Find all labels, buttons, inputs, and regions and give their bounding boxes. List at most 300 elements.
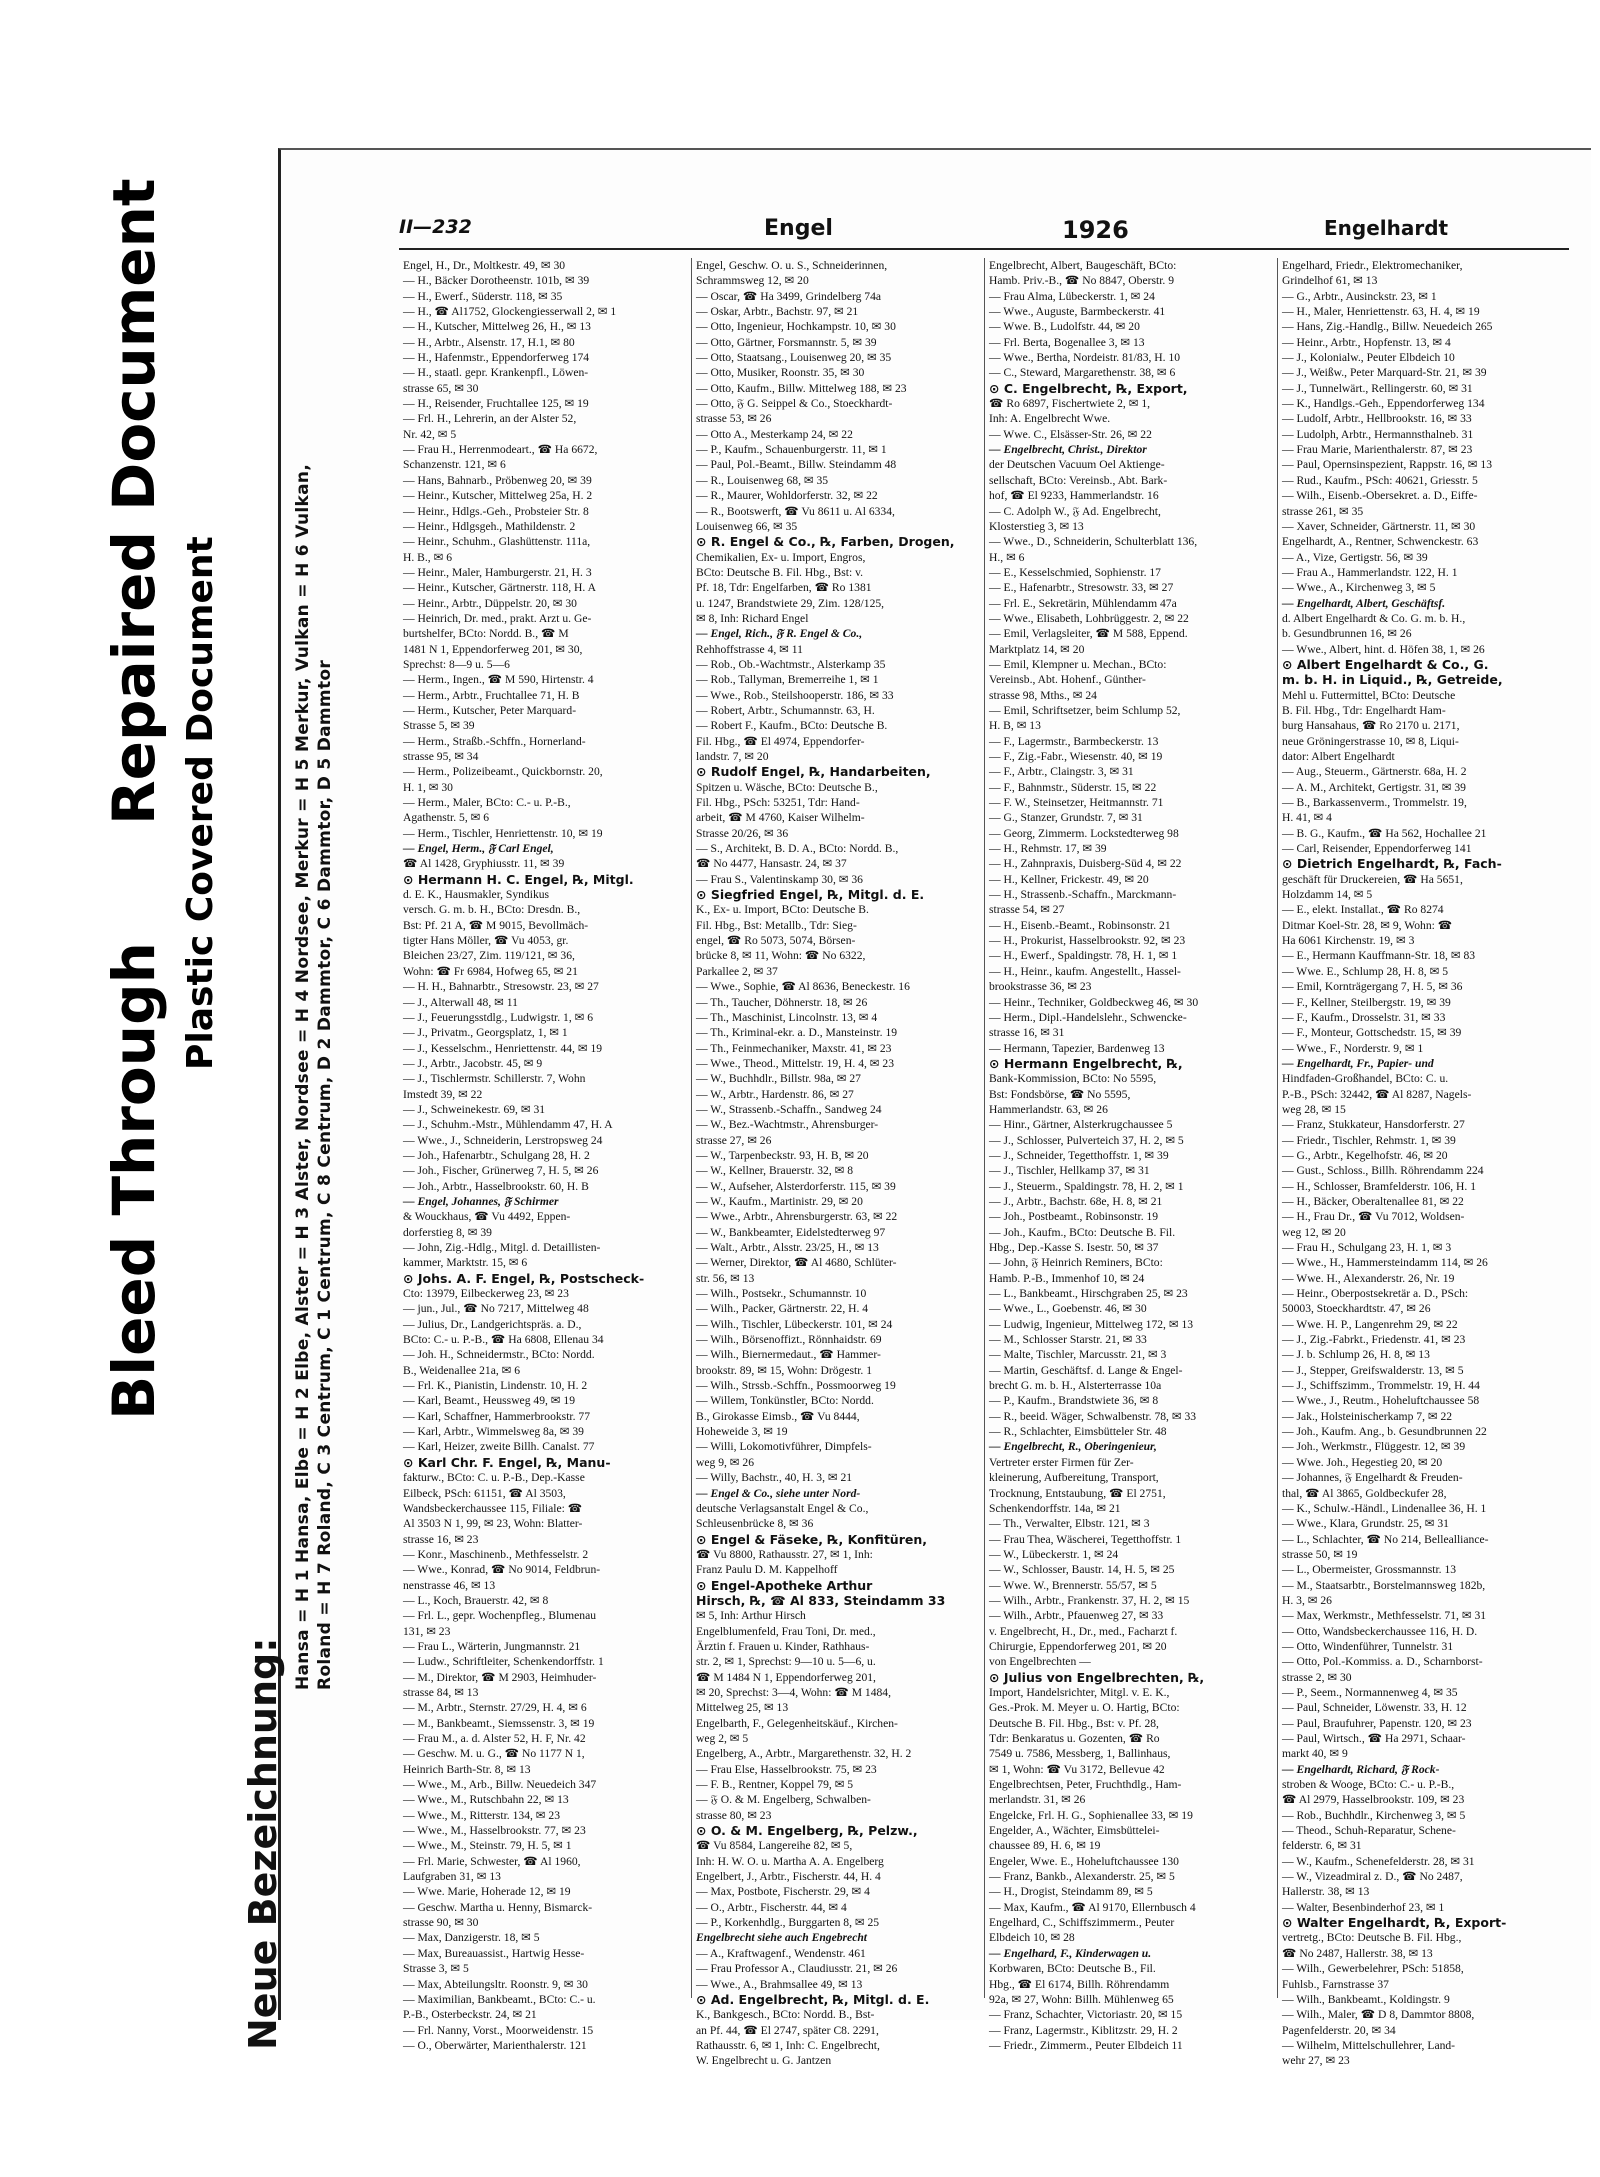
directory-entry: weg 12, ✉ 20 bbox=[1282, 1225, 1346, 1239]
bleed-through-label: Bleed Through bbox=[100, 942, 168, 1420]
directory-entry: — Wwe. Joh., Hegestieg 20, ✉ 20 bbox=[1282, 1455, 1443, 1469]
directory-entry: — Ludolph, Arbtr., Hermannsthalneb. 31 bbox=[1282, 427, 1474, 441]
directory-entry: — H., ☎ Al1752, Glockengiesserwall 2, ✉ 1 bbox=[403, 305, 617, 319]
directory-entry: — H., Strassenb.-Schaffn., Marckmann- bbox=[989, 888, 1177, 902]
directory-entry: — W., Buchhdlr., Billstr. 98a, ✉ 27 bbox=[696, 1072, 861, 1086]
directory-entry: ⊙ Ad. Engelbrecht, ℞, Mitgl. d. E. bbox=[696, 1991, 930, 2007]
directory-entry: — J., Arbtr., Jacobstr. 45, ✉ 9 bbox=[403, 1056, 543, 1070]
directory-entry: — Max, Bureauassist., Hartwig Hesse- bbox=[403, 1946, 585, 1960]
directory-entry: Schanzenstr. 121, ✉ 6 bbox=[403, 458, 506, 472]
directory-entry: — H., Kellner, Frickestr. 49, ✉ 20 bbox=[989, 872, 1149, 886]
directory-entry: K., Bankgesch., BCto: Nordd. B., Bst- bbox=[696, 2008, 875, 2022]
directory-entry: — H., Kutscher, Mittelweg 26, H., ✉ 13 bbox=[403, 320, 591, 334]
directory-entry: ⊙ Rudolf Engel, ℞, Handarbeiten, bbox=[696, 764, 931, 780]
directory-entry: — Hinr., Gärtner, Alsterkrugchaussee 5 bbox=[989, 1118, 1173, 1132]
directory-entry: — B., Barkassenverm., Trommelstr. 19, bbox=[1282, 796, 1467, 810]
directory-entry: — Werner, Direktor, ☎ Al 4680, Schlüter- bbox=[696, 1256, 897, 1270]
directory-entry: — H., Zahnpraxis, Duisberg-Süd 4, ✉ 22 bbox=[989, 857, 1182, 871]
directory-entry: Engel, Geschw. O. u. S., Schneiderinnen, bbox=[696, 259, 888, 272]
directory-entry: — Wwe., Auguste, Barmbeckerstr. 41 bbox=[989, 305, 1166, 319]
directory-entry: ✉ 1, Wohn: ☎ Vu 3172, Bellevue 42 bbox=[989, 1762, 1165, 1776]
directory-entry: — R., Maurer, Wohldorferstr. 32, ✉ 22 bbox=[696, 489, 878, 503]
directory-entry: strasse 261, ✉ 35 bbox=[1282, 504, 1364, 518]
directory-entry: — W., Tarpenbeckstr. 93, H. B, ✉ 20 bbox=[696, 1148, 869, 1162]
directory-entry: — Wilh., Eisenb.-Obersekret. a. D., Eiffe- bbox=[1282, 489, 1478, 503]
directory-entry: — Friedr., Tischler, Rehmstr. 1, ✉ 39 bbox=[1282, 1133, 1456, 1147]
directory-entry: u. 1247, Brandstwiete 29, Zim. 128/125, bbox=[696, 596, 885, 610]
directory-entry: — Max, Werkmstr., Methfesselstr. 71, ✉ 31 bbox=[1282, 1609, 1487, 1623]
directory-entry: — Franz, Lagermstr., Kiblitzstr. 29, H. 2 bbox=[989, 2023, 1178, 2037]
directory-entry: Engelbrecht siehe auch Engebrecht bbox=[696, 1931, 868, 1945]
directory-entry: — B. G., Kaufm., ☎ Ha 562, Hochallee 21 bbox=[1282, 826, 1487, 840]
directory-entry: — J., Schweinekestr. 69, ✉ 31 bbox=[403, 1102, 546, 1116]
directory-entry: Vereinsb., Abt. Hohenf., Günther- bbox=[989, 673, 1146, 687]
directory-entry: — J., Zig.-Fabrkt., Friedenstr. 41, ✉ 23 bbox=[1282, 1333, 1466, 1347]
directory-entry: Sprechst: 8—9 u. 5—6 bbox=[403, 657, 510, 671]
directory-entry: — Otto, Kaufm., Billw. Mittelweg 188, ✉ 23 bbox=[696, 381, 907, 395]
directory-entry: — H., Hafenmstr., Eppendorferweg 174 bbox=[403, 351, 590, 365]
directory-entry: ⊙ Johs. A. F. Engel, ℞, Postscheck- bbox=[403, 1270, 645, 1286]
directory-entry: ⊙ Walter Engelhardt, ℞, Export- bbox=[1282, 1915, 1507, 1931]
directory-entry: H. 1, ✉ 30 bbox=[403, 780, 453, 794]
directory-entry: Engelbert, J., Arbtr., Fischerstr. 44, H. 4 bbox=[696, 1870, 881, 1884]
directory-entry: Engelbrecht, Albert, Baugeschäft, BCto: bbox=[989, 259, 1177, 272]
directory-entry: — Th., Taucher, Döhnerstr. 18, ✉ 26 bbox=[696, 995, 868, 1009]
directory-entry: Fuhlsb., Farnstrasse 37 bbox=[1282, 1977, 1389, 1991]
directory-entry: — Engel, Rich., 𝔉 R. Engel & Co., bbox=[696, 627, 863, 641]
directory-entry: — H., Heinr., kaufm. Angestellt., Hassel- bbox=[989, 964, 1181, 978]
directory-entry: — R., Louisenweg 68, ✉ 35 bbox=[696, 473, 829, 487]
directory-entry: — Otto, Wandsbeckerchaussee 116, H. D. bbox=[1282, 1624, 1478, 1638]
header-year: 1926 bbox=[1062, 216, 1129, 244]
directory-entry: ✉ 20, Sprechst: 3—4, Wohn: ☎ M 1484, bbox=[696, 1685, 891, 1699]
directory-entry: strasse 50, ✉ 19 bbox=[1282, 1547, 1358, 1561]
directory-entry: — J., Schuhm.-Mstr., Mühlendamm 47, H. A bbox=[403, 1118, 613, 1132]
directory-entry: v. Engelbrecht, H., Dr., med., Facharzt f. bbox=[989, 1624, 1178, 1638]
directory-entry: Schrammsweg 12, ✉ 20 bbox=[696, 274, 809, 288]
directory-entry: — Engel, Johannes, 𝔉 Schirmer bbox=[403, 1194, 559, 1208]
directory-entry: ⊙ R. Engel & Co., ℞, Farben, Drogen, bbox=[696, 534, 955, 550]
directory-entry: — Ludwig, Ingenieur, Mittelweg 172, ✉ 13 bbox=[989, 1317, 1194, 1331]
directory-entry: — Heinr., Maler, Hamburgerstr. 21, H. 3 bbox=[403, 565, 592, 579]
directory-entry: markt 40, ✉ 9 bbox=[1282, 1747, 1348, 1761]
directory-entry: weg 9, ✉ 26 bbox=[696, 1455, 755, 1469]
directory-entry: — Wwe., Klara, Grundstr. 25, ✉ 31 bbox=[1282, 1517, 1449, 1531]
directory-entry: B. Fil. Hbg., Tdr: Engelhardt Ham- bbox=[1282, 703, 1446, 717]
directory-entry: — P., Kaufm., Schauenburgerstr. 11, ✉ 1 bbox=[696, 443, 887, 457]
directory-entry: — Geschw. Martha u. Henny, Bismarck- bbox=[403, 1900, 593, 1914]
directory-entry: — Wilh., Arbtr., Frankenstr. 37, H. 2, ✉ 15 bbox=[989, 1593, 1190, 1607]
directory-entry: — Max, Postbote, Fischerstr. 29, ✉ 4 bbox=[696, 1885, 870, 1899]
directory-entry: ☎ Vu 8800, Rathausstr. 27, ✉ 1, Inh: bbox=[696, 1547, 873, 1561]
directory-entry: Bank-Kommission, BCto: No 5595, bbox=[989, 1072, 1157, 1086]
directory-entry: — 𝔉 O. & M. Engelberg, Schwalben- bbox=[696, 1793, 871, 1807]
directory-entry: — Maximilian, Bankbeamt., BCto: C.- u. bbox=[403, 1992, 596, 2006]
directory-entry: 92a, ✉ 27, Wohn: Billh. Mühlenweg 65 bbox=[989, 1992, 1174, 2006]
directory-entry: — W., Strassenb.-Schaffn., Sandweg 24 bbox=[696, 1102, 882, 1116]
directory-entry: — E., Kesselschmied, Sophienstr. 17 bbox=[989, 565, 1161, 579]
directory-entry: — Engelbrecht, R., Oberingenieur, bbox=[989, 1440, 1157, 1454]
directory-entry: — C., Steward, Margarethenstr. 38, ✉ 6 bbox=[989, 366, 1176, 380]
directory-entry: m. b. H. in Liquid., ℞, Getreide, bbox=[1282, 672, 1503, 688]
directory-entry: — Ludw., Schriftleiter, Schenkendorffstr. 1 bbox=[403, 1655, 604, 1669]
directory-entry: merlandstr. 31, ✉ 26 bbox=[989, 1793, 1086, 1807]
directory-entry: — Wwe. W., Brennerstr. 55/57, ✉ 5 bbox=[989, 1578, 1157, 1592]
directory-entry: — W., Kaufm., Martinistr. 29, ✉ 20 bbox=[696, 1194, 863, 1208]
directory-entry: — J., Weißw., Peter Marquard-Str. 21, ✉ 39 bbox=[1282, 366, 1487, 380]
directory-entry: — J., Tunnelwärt., Rellingerstr. 60, ✉ 31 bbox=[1282, 381, 1473, 395]
directory-entry: — Johannes, 𝔉 Engelhardt & Freuden- bbox=[1282, 1471, 1463, 1485]
directory-entry: — H., Frau Dr., ☎ Vu 7012, Woldsen- bbox=[1282, 1210, 1465, 1224]
directory-entry: chaussee 89, H. 6, ✉ 19 bbox=[989, 1839, 1101, 1853]
directory-entry: — Franz, Schachter, Victoriastr. 20, ✉ 15 bbox=[989, 2008, 1183, 2022]
directory-entry: — Heinr., Hdlgs.-Geh., Probsteier Str. 8 bbox=[403, 504, 589, 518]
directory-entry: — Walter, Besenbinderhof 23, ✉ 1 bbox=[1282, 1900, 1445, 1914]
directory-entry: — Frau S., Valentinskamp 30, ✉ 36 bbox=[696, 872, 863, 886]
directory-entry: — Frl. L., gepr. Wochenpfleg., Blumenau bbox=[403, 1609, 597, 1623]
directory-entry: Ges.-Prok. M. Meyer u. O. Hartig, BCto: bbox=[989, 1701, 1180, 1715]
directory-entry: hof, ☎ El 9233, Hammerlandstr. 16 bbox=[989, 489, 1159, 503]
neue-bezeichnung-label: Neue Bezeichnung: bbox=[241, 1637, 285, 2050]
directory-entry: — Max, Kaufm., ☎ Al 9170, Ellernbusch 4 bbox=[989, 1900, 1196, 1914]
directory-entry: — Emil, Kornträgergang 7, H. 5, ✉ 36 bbox=[1282, 980, 1463, 994]
directory-entry: str. 2, ✉ 1, Sprechst: 9—10 u. 5—6, u. bbox=[696, 1655, 876, 1669]
directory-entry: — Wilh., Tischler, Lübeckerstr. 101, ✉ 24 bbox=[696, 1317, 893, 1331]
directory-entry: — Emil, Klempner u. Mechan., BCto: bbox=[989, 657, 1167, 671]
directory-entry: strasse 16, ✉ 31 bbox=[989, 1026, 1065, 1040]
directory-entry: — H., Bäcker Dorotheenstr. 101b, ✉ 39 bbox=[403, 274, 590, 288]
directory-entry: — Max, Danzigerstr. 18, ✉ 5 bbox=[403, 1931, 540, 1945]
directory-entry: — R., Bootswerft, ☎ Vu 8611 u. Al 6334, bbox=[696, 504, 895, 518]
directory-entry: — Hans, Bahnarb., Pröbenweg 20, ✉ 39 bbox=[403, 473, 592, 487]
directory-entry: strasse 53, ✉ 26 bbox=[696, 412, 772, 426]
directory-entry: — J., Kolonialw., Peuter Elbdeich 10 bbox=[1282, 351, 1455, 365]
directory-entry: Vertreter erster Firmen für Zer- bbox=[989, 1455, 1134, 1469]
directory-entry: Klosterstieg 3, ✉ 13 bbox=[989, 519, 1084, 533]
directory-entry: — Karl, Beamt., Heussweg 49, ✉ 19 bbox=[403, 1394, 575, 1408]
directory-entry: — Xaver, Schneider, Gärtnerstr. 11, ✉ 30 bbox=[1282, 519, 1476, 533]
directory-entry: — Max, Abteilungsltr. Roonstr. 9, ✉ 30 bbox=[403, 1977, 588, 1991]
directory-entry: Engeler, Wwe. E., Hoheluftchaussee 130 bbox=[989, 1854, 1179, 1868]
directory-entry: b. Gesundbrunnen 16, ✉ 26 bbox=[1282, 627, 1412, 641]
directory-entry: — Otto A., Mesterkamp 24, ✉ 22 bbox=[696, 427, 853, 441]
directory-entry: — Wilh., Bankbeamt., Koldingstr. 9 bbox=[1282, 1992, 1450, 2006]
directory-entry: — Wwe., Konrad, ☎ No 9014, Feldbrun- bbox=[403, 1563, 601, 1577]
directory-entry: — Wwe., Albert, hint. d. Höfen 38, 1, ✉ 26 bbox=[1282, 642, 1485, 656]
directory-entry: — J., Arbtr., Bachstr. 68e, H. 8, ✉ 21 bbox=[989, 1194, 1163, 1208]
directory-entry: Elbdeich 10, ✉ 28 bbox=[989, 1931, 1075, 1945]
directory-entry: — L., Obermeister, Grossmannstr. 13 bbox=[1282, 1563, 1457, 1577]
directory-entry: — Joh., Fischer, Grünerweg 7, H. 5, ✉ 26 bbox=[403, 1164, 599, 1178]
directory-entry: — Frl. Berta, Bogenallee 3, ✉ 13 bbox=[989, 335, 1145, 349]
directory-entry: — Wwe. H., Alexanderstr. 26, Nr. 19 bbox=[1282, 1271, 1455, 1285]
directory-entry: K., Ex- u. Import, BCto: Deutsche B. bbox=[696, 903, 869, 917]
directory-entry: — Wwe., Theod., Mittelstr. 19, H. 4, ✉ 23 bbox=[696, 1056, 894, 1070]
directory-entry: — F., Bahnmstr., Süderstr. 15, ✉ 22 bbox=[989, 780, 1157, 794]
directory-entry: dator: Albert Engelhardt bbox=[1282, 750, 1395, 763]
directory-entry: 131, ✉ 23 bbox=[403, 1624, 451, 1638]
directory-entry: — H., Ewerf., Spaldingstr. 78, H. 1, ✉ 1 bbox=[989, 949, 1178, 963]
directory-entry: deutsche Verlagsanstalt Engel & Co., bbox=[696, 1501, 869, 1515]
directory-entry: — Frau M., a. d. Alster 52, H. F, Nr. 42 bbox=[403, 1732, 586, 1745]
directory-entry: — Otto, Gärtner, Forsmannstr. 5, ✉ 39 bbox=[696, 335, 877, 349]
directory-entry: sellschaft, BCto: Vereinsb., Abt. Bark- bbox=[989, 473, 1168, 487]
directory-entry: Louisenweg 66, ✉ 35 bbox=[696, 519, 798, 533]
directory-entry: arbeit, ☎ M 4760, Kaiser Wilhelm- bbox=[696, 811, 865, 825]
directory-entry: — John, 𝔉 Heinrich Reminers, BCto: bbox=[989, 1256, 1163, 1270]
directory-entry: d. Albert Engelhardt & Co. G. m. b. H., bbox=[1282, 611, 1466, 625]
directory-entry: Marktplatz 14, ✉ 20 bbox=[989, 642, 1085, 656]
directory-entry: Al 3503 N 1, 99, ✉ 23, Wohn: Blatter- bbox=[403, 1517, 583, 1531]
directory-entry: 7549 u. 7586, Messberg, 1, Ballinhaus, bbox=[989, 1747, 1171, 1761]
directory-entry: Bst: Pf. 21 A, ☎ M 9015, Bevollmäch- bbox=[403, 918, 589, 932]
directory-entry: Fil. Hbg., Bst: Metallb., Tdr: Sieg- bbox=[696, 918, 857, 932]
directory-entry: Fil. Hbg., PSch: 53251, Tdr: Hand- bbox=[696, 796, 860, 810]
directory-entry: ⊙ Engel-Apotheke Arthur bbox=[696, 1577, 873, 1593]
directory-entry: — A. M., Architekt, Gertigstr. 31, ✉ 39 bbox=[1282, 780, 1466, 794]
directory-entry: — Frau L., Wärterin, Jungmannstr. 21 bbox=[403, 1639, 581, 1653]
directory-entry: — A., Vize, Gertigstr. 56, ✉ 39 bbox=[1282, 550, 1428, 564]
directory-entry: Mehl u. Futtermittel, BCto: Deutsche bbox=[1282, 688, 1456, 702]
directory-entry: — Otto, Staatsang., Louisenweg 20, ✉ 35 bbox=[696, 351, 892, 365]
directory-entry: B., Girokasse Eimsb., ☎ Vu 8444, bbox=[696, 1409, 860, 1423]
directory-entry: — Wwe., Rob., Steilshooperstr. 186, ✉ 33 bbox=[696, 688, 894, 702]
directory-entry: — W., Bankbeamter, Eidelstedterweg 97 bbox=[696, 1225, 886, 1239]
directory-entry: — L., Koch, Brauerstr. 42, ✉ 8 bbox=[403, 1593, 549, 1607]
directory-entry: — Herm., Dipl.-Handelslehr., Schwencke- bbox=[989, 1010, 1187, 1024]
directory-entry: nenstrasse 46, ✉ 13 bbox=[403, 1578, 496, 1592]
directory-entry: — A., Kraftwagenf., Wendenstr. 461 bbox=[696, 1946, 866, 1960]
directory-entry: — Frau Alma, Lübeckerstr. 1, ✉ 24 bbox=[989, 289, 1155, 303]
directory-entry: — Joh., Arbtr., Hasselbrookstr. 60, H. B bbox=[403, 1179, 589, 1193]
directory-entry: — Emil, Schriftsetzer, beim Schlump 52, bbox=[989, 703, 1181, 717]
directory-entry: — Franz, Stukkateur, Hansdorferstr. 27 bbox=[1282, 1118, 1465, 1132]
directory-entry: Chemikalien, Ex- u. Import, Engros, bbox=[696, 550, 866, 564]
directory-entry: — W., Bez.-Wachtmstr., Ahrensburger- bbox=[696, 1118, 879, 1132]
directory-entry: P.-B., PSch: 32442, ☎ Al 8287, Nagels- bbox=[1282, 1087, 1472, 1101]
directory-entry: H. B, ✉ 13 bbox=[989, 719, 1041, 733]
column-2 bbox=[692, 258, 985, 2068]
directory-entry: — Heinr., Arbtr., Düppelstr. 20, ✉ 30 bbox=[403, 596, 577, 610]
directory-entry: Engelberg, A., Arbtr., Margarethenstr. 32, H. 2 bbox=[696, 1747, 912, 1761]
directory-entry: weg 28, ✉ 15 bbox=[1282, 1102, 1346, 1116]
directory-entry: von Engelbrechten — bbox=[989, 1655, 1091, 1669]
directory-entry: Eilbeck, PSch: 61151, ☎ Al 3503, bbox=[403, 1486, 566, 1500]
directory-entry: — O., Arbtr., Fischerstr. 44, ✉ 4 bbox=[696, 1900, 847, 1914]
directory-entry: — R., Schlachter, Eimsbütteler Str. 48 bbox=[989, 1425, 1167, 1439]
directory-entry: — Frl. Nanny, Vorst., Moorweidenstr. 15 bbox=[403, 2023, 594, 2037]
page-number: II—232 bbox=[399, 216, 472, 238]
directory-entry: tigter Hans Möller, ☎ Vu 4053, gr. bbox=[403, 934, 569, 948]
directory-entry: — W., Vizeadmiral z. D., ☎ No 2487, bbox=[1282, 1870, 1463, 1884]
directory-entry: stroben & Wooge, BCto: C.- u. P.-B., bbox=[1282, 1778, 1455, 1792]
directory-entry: — J., Schlosser, Pulverteich 37, H. 2, ✉ 5 bbox=[989, 1133, 1184, 1147]
directory-entry: ⊙ O. & M. Engelberg, ℞, Pelzw., bbox=[696, 1823, 918, 1839]
directory-entry: — H., Maler, Henriettenstr. 63, H. 4, ✉ 19 bbox=[1282, 305, 1480, 319]
directory-entry: — Frau Marie, Marienthalerstr. 87, ✉ 23 bbox=[1282, 443, 1473, 457]
directory-entry: — Paul, Pol.-Beamt., Billw. Steindamm 48 bbox=[696, 458, 897, 472]
directory-entry: — F., Kellner, Steilbergstr. 19, ✉ 39 bbox=[1282, 995, 1451, 1009]
directory-entry: — Rob., Tallyman, Bremerreihe 1, ✉ 1 bbox=[696, 673, 879, 687]
directory-entry: geschäft für Druckereien, ☎ Ha 5651, bbox=[1282, 872, 1463, 886]
directory-entry: — jun., Jul., ☎ No 7217, Mittelweg 48 bbox=[403, 1302, 589, 1316]
directory-entry: — Joh., Kaufm. Ang., b. Gesundbrunnen 22 bbox=[1282, 1425, 1487, 1439]
zone-legend bbox=[241, 270, 361, 2050]
directory-entry: B., Weidenallee 21a, ✉ 6 bbox=[403, 1363, 521, 1377]
directory-entry: — Herm., Polizeibeamt., Quickbornstr. 20, bbox=[403, 765, 603, 779]
directory-entry: strasse 54, ✉ 27 bbox=[989, 903, 1065, 917]
directory-entry: Ärztin f. Frauen u. Kinder, Rathhaus- bbox=[696, 1639, 870, 1653]
repaired-document-label: Repaired Document bbox=[100, 178, 168, 825]
directory-entry: — Hans, Zig.-Handlg., Billw. Neuedeich 265 bbox=[1282, 320, 1493, 334]
directory-entry: — Paul, Wirtsch., ☎ Ha 2971, Schaar- bbox=[1282, 1732, 1466, 1745]
directory-entry: BCto: Deutsche B. Fil. Hbg., Bst: v. bbox=[696, 565, 864, 579]
directory-entry: — W., Aufseher, Alsterdorferstr. 115, ✉ 39 bbox=[696, 1179, 896, 1193]
directory-entry: — Frau A., Hammerlandstr. 122, H. 1 bbox=[1282, 565, 1458, 579]
directory-entry: — Georg, Zimmerm. Lockstedterweg 98 bbox=[989, 826, 1179, 840]
directory-entry: — Herm., Ingen., ☎ M 590, Hirtenstr. 4 bbox=[403, 673, 594, 687]
directory-entry: Inh: A. Engelbrecht Wwe. bbox=[989, 412, 1111, 426]
directory-entry: 1481 N 1, Eppendorferweg 201, ✉ 30, bbox=[403, 642, 583, 656]
directory-entry: ☎ M 1484 N 1, Eppendorferweg 201, bbox=[696, 1670, 876, 1684]
page-header bbox=[399, 212, 1569, 250]
directory-entry: Hoheweide 3, ✉ 19 bbox=[696, 1425, 788, 1439]
directory-entry: — Karl, Arbtr., Wimmelsweg 8a, ✉ 39 bbox=[403, 1425, 584, 1439]
directory-entry: — Frau Else, Hasselbrookstr. 75, ✉ 23 bbox=[696, 1762, 877, 1776]
directory-entry: engel, ☎ Ro 5073, 5074, Börsen- bbox=[696, 934, 856, 948]
directory-entry: — J., Schiffszimm., Trommelstr. 19, H. 44 bbox=[1282, 1379, 1480, 1393]
directory-entry: strasse 65, ✉ 30 bbox=[403, 381, 479, 395]
directory-entry: Nr. 42, ✉ 5 bbox=[403, 427, 457, 441]
directory-entry: — Willem, Tonkünstler, BCto: Nordd. bbox=[696, 1394, 874, 1408]
directory-entry: — Wwe., A., Kirchenweg 3, ✉ 5 bbox=[1282, 581, 1436, 595]
directory-entry: Ha 6061 Kirchenstr. 19, ✉ 3 bbox=[1282, 934, 1415, 948]
directory-entry: — Engelhardt, Richard, 𝔉 Rock- bbox=[1282, 1762, 1440, 1776]
directory-entry: BCto: C.- u. P.-B., ☎ Ha 6808, Ellenau 34 bbox=[403, 1333, 604, 1347]
directory-entry: — G., Stanzer, Grundstr. 7, ✉ 31 bbox=[989, 811, 1143, 825]
directory-entry: Laufgraben 31, ✉ 13 bbox=[403, 1870, 501, 1884]
directory-entry: Chirurgie, Eppendorferweg 201, ✉ 20 bbox=[989, 1639, 1167, 1653]
directory-entry: ⊙ Hermann H. C. Engel, ℞, Mitgl. bbox=[403, 871, 634, 887]
directory-entry: — Wilhelm, Mittelschullehrer, Land- bbox=[1282, 2038, 1456, 2052]
directory-entry: Trocknung, Entstaubung, ☎ El 2751, bbox=[989, 1486, 1166, 1500]
directory-entry: landstr. 7, ✉ 20 bbox=[696, 750, 769, 763]
directory-entry: — Julius, Dr., Landgerichtspräs. a. D., bbox=[403, 1317, 582, 1331]
zone-line-1: Hansa = H 1 Hansa, Elbe = H 2 Elbe, Alster = H 3 Alster, Nordsee = H 4 Nordsee, Merkur = H 5 Merkur, Vulkan = H 6 Vulkan, bbox=[293, 463, 313, 1690]
directory-entry: Hbg., ☎ El 6174, Billh. Röhrendamm bbox=[989, 1977, 1170, 1991]
directory-entry: — Joh., Hafenarbtr., Schulgang 28, H. 2 bbox=[403, 1148, 590, 1162]
directory-entry: — Konr., Maschinenb., Methfesselstr. 2 bbox=[403, 1547, 589, 1561]
directory-entry: — Frl. Marie, Schwester, ☎ Al 1960, bbox=[403, 1854, 581, 1868]
directory-columns bbox=[399, 258, 1574, 2068]
directory-entry: Bleichen 23/27, Zim. 119/121, ✉ 36, bbox=[403, 949, 575, 963]
directory-entry: — Wwe., A., Brahmsallee 49, ✉ 13 bbox=[696, 1977, 863, 1991]
directory-entry: — M., Direktor, ☎ M 2903, Heimhuder- bbox=[403, 1670, 597, 1684]
directory-entry: strasse 27, ✉ 26 bbox=[696, 1133, 772, 1147]
directory-entry: — F., Monteur, Gottschedstr. 15, ✉ 39 bbox=[1282, 1026, 1462, 1040]
directory-entry: Rehhoffstrasse 4, ✉ 11 bbox=[696, 642, 803, 656]
directory-entry: — Herm., Tischler, Henriettenstr. 10, ✉ 19 bbox=[403, 826, 603, 840]
directory-entry: & Wouckhaus, ☎ Vu 4492, Eppen- bbox=[403, 1210, 571, 1224]
directory-entry: — F., Kaufm., Drosselstr. 31, ✉ 33 bbox=[1282, 1010, 1446, 1024]
directory-entry: — M., Arbtr., Sternstr. 27/29, H. 4, ✉ 6 bbox=[403, 1701, 587, 1715]
directory-entry: W. Engelbrecht u. G. Jantzen bbox=[696, 2054, 832, 2068]
directory-entry: kammer, Marktstr. 15, ✉ 6 bbox=[403, 1256, 528, 1270]
directory-entry: — Karl, Schaffner, Hammerbrookstr. 77 bbox=[403, 1409, 591, 1423]
directory-entry: an Pf. 44, ☎ El 2747, später C8. 2291, bbox=[696, 2023, 879, 2037]
directory-entry: — Otto, Musiker, Roonstr. 35, ✉ 30 bbox=[696, 366, 865, 380]
directory-entry: — Robert, Arbtr., Schumannstr. 63, H. bbox=[696, 703, 875, 717]
directory-entry: ⊙ Julius von Engelbrechten, ℞, bbox=[989, 1669, 1205, 1685]
directory-entry: — Emil, Verlagsleiter, ☎ M 588, Eppend. bbox=[989, 627, 1188, 641]
directory-entry: — Frl. K., Pianistin, Lindenstr. 10, H. 2 bbox=[403, 1379, 588, 1393]
directory-entry: Bst: Fondsbörse, ☎ No 5595, bbox=[989, 1087, 1131, 1101]
directory-entry: P.-B., Osterbeckstr. 24, ✉ 21 bbox=[403, 2008, 537, 2022]
directory-entry: — L., Schlachter, ☎ No 214, Bellealliance- bbox=[1282, 1532, 1489, 1546]
directory-page bbox=[241, 148, 1591, 2068]
directory-entry: — Wwe., M., Hasselbrookstr. 77, ✉ 23 bbox=[403, 1824, 586, 1838]
directory-entry: — E., Hermann Kauffmann-Str. 18, ✉ 83 bbox=[1282, 949, 1476, 963]
directory-entry: — Wwe., F., Norderstr. 9, ✉ 1 bbox=[1282, 1041, 1424, 1055]
directory-entry: — Wwe., M., Steinstr. 79, H. 5, ✉ 1 bbox=[403, 1839, 572, 1853]
directory-entry: ⊙ C. Engelbrecht, ℞, Export, bbox=[989, 380, 1188, 396]
directory-entry: — Paul, Braufuhrer, Papenstr. 120, ✉ 23 bbox=[1282, 1716, 1472, 1730]
directory-entry: — Otto, 𝔉 G. Seippel & Co., Stoeckhardt- bbox=[696, 397, 893, 411]
directory-entry: — Friedr., Zimmerm., Peuter Elbdeich 11 bbox=[989, 2038, 1183, 2052]
directory-entry: Import, Handelsrichter, Mitgl. v. E. K., bbox=[989, 1685, 1170, 1699]
directory-entry: Engelhard, Friedr., Elektromechaniker, bbox=[1282, 259, 1463, 272]
directory-entry: — Otto, Pol.-Kommiss. a. D., Scharnborst- bbox=[1282, 1655, 1483, 1669]
directory-entry: — Wwe. Marie, Hoherade 12, ✉ 19 bbox=[403, 1885, 571, 1899]
directory-entry: — F., Arbtr., Claingstr. 3, ✉ 31 bbox=[989, 765, 1134, 779]
directory-entry: Deutsche B. Fil. Hbg., Bst: v. Pf. 28, bbox=[989, 1716, 1159, 1730]
directory-entry: — Th., Feinmechaniker, Maxstr. 41, ✉ 23 bbox=[696, 1041, 892, 1055]
directory-entry: — Frau Professor A., Claudiusstr. 21, ✉ 26 bbox=[696, 1962, 898, 1976]
directory-entry: Rathausstr. 6, ✉ 1, Inh: C. Engelbrecht, bbox=[696, 2038, 880, 2052]
directory-entry: — H., staatl. gepr. Krankenpfl., Löwen- bbox=[403, 366, 589, 380]
directory-entry: — Frau H., Herrenmodeart., ☎ Ha 6672, bbox=[403, 443, 598, 457]
directory-entry: — Wwe., Arbtr., Ahrensburgerstr. 63, ✉ 22 bbox=[696, 1210, 898, 1224]
column-1 bbox=[399, 258, 692, 2052]
directory-entry: brecht G. m. b. H., Alsterterrasse 10a bbox=[989, 1379, 1162, 1393]
directory-entry: ☎ Al 1428, Gryphiusstr. 11, ✉ 39 bbox=[403, 857, 565, 871]
directory-entry: — Wwe. C., Elsässer-Str. 26, ✉ 22 bbox=[989, 427, 1152, 441]
directory-entry: d. E. K., Hausmakler, Syndikus bbox=[403, 888, 550, 902]
directory-entry: — Herm., Maler, BCto: C.- u. P.-B., bbox=[403, 796, 571, 810]
directory-entry: brücke 8, ✉ 11, Wohn: ☎ No 6322, bbox=[696, 949, 866, 963]
directory-entry: Engelblumenfeld, Frau Toni, Dr. med., bbox=[696, 1624, 876, 1638]
directory-entry: dorferstieg 8, ✉ 39 bbox=[403, 1225, 492, 1239]
directory-entry: — Willi, Lokomotivführer, Dimpfels- bbox=[696, 1440, 872, 1454]
directory-entry: — John, Zig.-Hdlg., Mitgl. d. Detaillisten- bbox=[403, 1241, 601, 1254]
directory-entry: — M., Schlosser Starstr. 21, ✉ 33 bbox=[989, 1333, 1147, 1347]
directory-entry: — J., Tischlermstr. Schillerstr. 7, Wohn bbox=[403, 1072, 586, 1086]
directory-entry: — Malte, Tischler, Marcusstr. 21, ✉ 3 bbox=[989, 1348, 1167, 1362]
directory-entry: — Frau Thea, Wäscherei, Tegetthoffstr. 1 bbox=[989, 1532, 1182, 1546]
directory-entry: — Wwe., J., Reutm., Hoheluftchaussee 58 bbox=[1282, 1394, 1480, 1408]
plastic-covered-label: Plastic Covered Document bbox=[180, 536, 221, 1070]
directory-entry: — Heinr., Techniker, Goldbeckweg 46, ✉ 30 bbox=[989, 995, 1199, 1009]
directory-entry: — W., Kaufm., Schenefelderstr. 28, ✉ 31 bbox=[1282, 1854, 1475, 1868]
directory-entry: Hirsch, ℞, ☎ Al 833, Steindamm 33 bbox=[696, 1592, 946, 1608]
header-last-name: Engelhardt bbox=[1324, 216, 1449, 240]
directory-entry: — Ludolf, Arbtr., Hellbrookstr. 16, ✉ 33 bbox=[1282, 412, 1472, 426]
directory-entry: Holzdamm 14, ✉ 5 bbox=[1282, 888, 1373, 902]
directory-entry: Agathenstr. 5, ✉ 6 bbox=[403, 811, 490, 825]
directory-entry: — Oskar, Arbtr., Bachstr. 97, ✉ 21 bbox=[696, 305, 859, 319]
directory-entry: — F., Lagermstr., Barmbeckerstr. 13 bbox=[989, 734, 1159, 748]
directory-entry: — L., Bankbeamt., Hirschgraben 25, ✉ 23 bbox=[989, 1287, 1188, 1301]
